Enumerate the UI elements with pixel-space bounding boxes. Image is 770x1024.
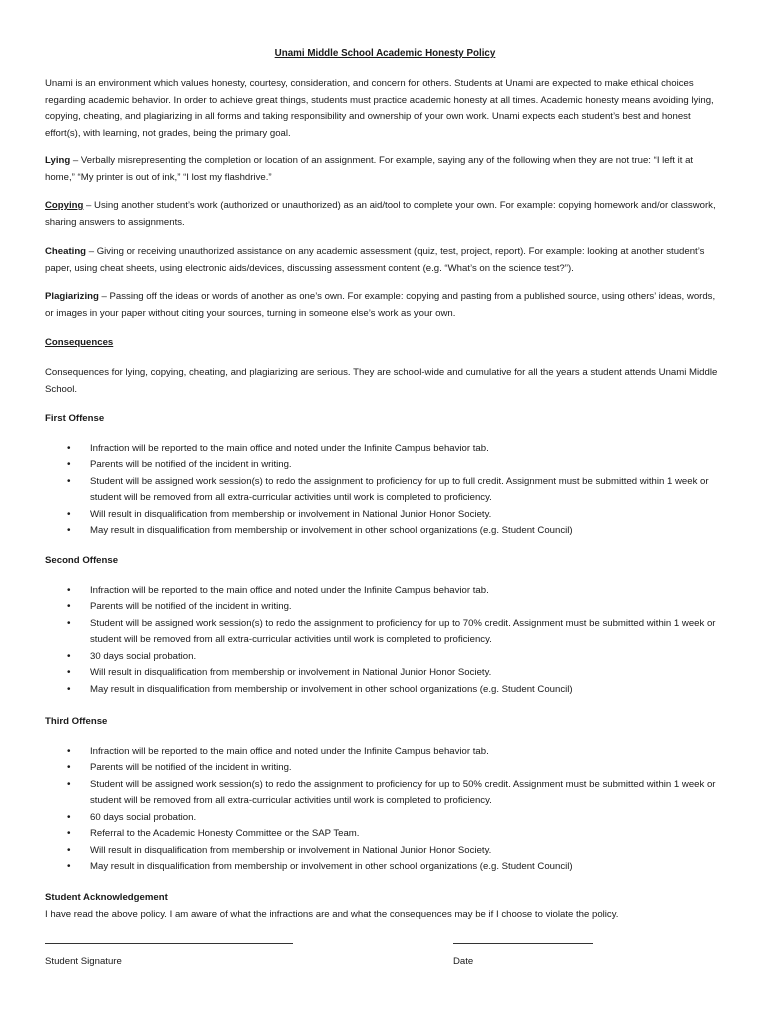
third-offense-section bbox=[45, 714, 725, 876]
definition-text: – Passing off the ideas or words of another as one’s own. For example: copying and pasting from a published source, using others’ ideas, words, or images in your paper without citing your sources, turning in someone else’s work as your own. bbox=[45, 291, 716, 319]
consequences-heading: Consequences bbox=[45, 337, 114, 348]
acknowledgement-heading: Student Acknowledgement bbox=[45, 892, 168, 903]
offense-heading: First Offense bbox=[45, 413, 105, 424]
offense-heading: Second Offense bbox=[45, 555, 119, 566]
list-item: • Parents will be notified of the incident in writing. bbox=[45, 457, 725, 474]
definition-copying bbox=[45, 198, 725, 231]
definition-cheating bbox=[45, 244, 725, 277]
list-item: • Will result in disqualification from membership or involvement in National Junior Honor Society. bbox=[45, 507, 725, 524]
definition-term: Copying bbox=[45, 200, 84, 211]
list-item: • Parents will be notified of the incident in writing. bbox=[45, 760, 725, 777]
acknowledgement-text: I have read the above policy. I am aware of what the infractions are and what the consequences may be if I choose to violate the policy. bbox=[45, 908, 619, 920]
list-item: • Infraction will be reported to the main office and noted under the Infinite Campus behavior tab. bbox=[45, 441, 725, 458]
list-item: • 60 days social probation. bbox=[45, 810, 725, 827]
offense-list bbox=[45, 583, 725, 699]
definition-text: – Verbally misrepresenting the completion or location of an assignment. For example, saying any of the following when they are not true: “I left it at home,” “My printer is out of ink,” “I lost my flashdrive.” bbox=[45, 155, 694, 183]
definition-term: Lying bbox=[45, 155, 71, 166]
page-title: Unami Middle School Academic Honesty Policy bbox=[274, 48, 496, 59]
acknowledgement-section bbox=[45, 890, 725, 923]
list-item: • May result in disqualification from membership or involvement in other school organizations (e.g. Student Council) bbox=[45, 859, 725, 876]
list-item: • 30 days social probation. bbox=[45, 649, 725, 666]
signature-line[interactable] bbox=[45, 942, 293, 944]
second-offense-section bbox=[45, 553, 725, 698]
offense-list bbox=[45, 441, 725, 540]
consequences-heading-block bbox=[45, 335, 725, 352]
list-item: • Student will be assigned work session(s) to redo the assignment to proficiency for up to full credit. Assignment must be submitted within 1 week or student will be removed from all extra-curricular activities until work is completed to proficiency. bbox=[45, 474, 725, 507]
list-item: • Referral to the Academic Honesty Committee or the SAP Team. bbox=[45, 826, 725, 843]
definition-term: Cheating bbox=[45, 246, 87, 257]
definition-term: Plagiarizing bbox=[45, 291, 99, 302]
offense-list bbox=[45, 744, 725, 876]
first-offense-section bbox=[45, 411, 725, 540]
list-item: • Student will be assigned work session(s) to redo the assignment to proficiency for up to 50% credit. Assignment must be submitted within 1 week or student will be removed from all extra-curricular activities until work is completed to proficiency. bbox=[45, 777, 725, 810]
list-item: • Infraction will be reported to the main office and noted under the Infinite Campus behavior tab. bbox=[45, 583, 725, 600]
date-line[interactable] bbox=[453, 942, 593, 944]
definition-lying bbox=[45, 153, 725, 186]
list-item: • May result in disqualification from membership or involvement in other school organizations (e.g. Student Council) bbox=[45, 682, 725, 699]
list-item: • Infraction will be reported to the main office and noted under the Infinite Campus behavior tab. bbox=[45, 744, 725, 761]
list-item: • Student will be assigned work session(s) to redo the assignment to proficiency for up to 70% credit. Assignment must be submitted within 1 week or student will be removed from all extra-curricular activities until work is completed to proficiency. bbox=[45, 616, 725, 649]
signature-label: Student Signature bbox=[45, 956, 122, 967]
list-item: • Will result in disqualification from membership or involvement in National Junior Honor Society. bbox=[45, 843, 725, 860]
list-item: • Will result in disqualification from membership or involvement in National Junior Honor Society. bbox=[45, 665, 725, 682]
intro-section bbox=[45, 76, 725, 142]
consequences-section bbox=[45, 365, 725, 398]
list-item: • Parents will be notified of the incident in writing. bbox=[45, 599, 725, 616]
intro-paragraph: Unami is an environment which values honesty, courtesy, consideration, and concern for others. Students at Unami are expected to make ethical choices regarding academic behavior. In order to achieve great things, students must practice academic honesty at all times. Academic honesty means avoiding lying, copying, cheating, and plagiarizing in all forms and taking responsibility and ownership of your own work. Unami expects each student’s best and honest effort(s), with learning, not grades, being the primary goal. bbox=[45, 78, 714, 139]
definition-text: – Using another student’s work (authorized or unauthorized) as an aid/tool to complete your own. For example: copying homework and/or classwork, sharing answers to assignments. bbox=[45, 200, 716, 228]
definition-plagiarizing bbox=[45, 289, 725, 322]
list-item: • May result in disqualification from membership or involvement in other school organizations (e.g. Student Council) bbox=[45, 523, 725, 540]
offense-heading: Third Offense bbox=[45, 716, 108, 727]
consequences-paragraph: Consequences for lying, copying, cheating, and plagiarizing are serious. They are school-wide and cumulative for all the years a student attends Unami Middle School. bbox=[45, 367, 718, 395]
definition-text: – Giving or receiving unauthorized assistance on any academic assessment (quiz, test, project, report). For example: looking at another student’s paper, using cheat sheets, using electronic aids/devices, discussing assessment content (e.g. “What’s on the science test?”). bbox=[45, 246, 705, 274]
date-label: Date bbox=[453, 956, 474, 967]
